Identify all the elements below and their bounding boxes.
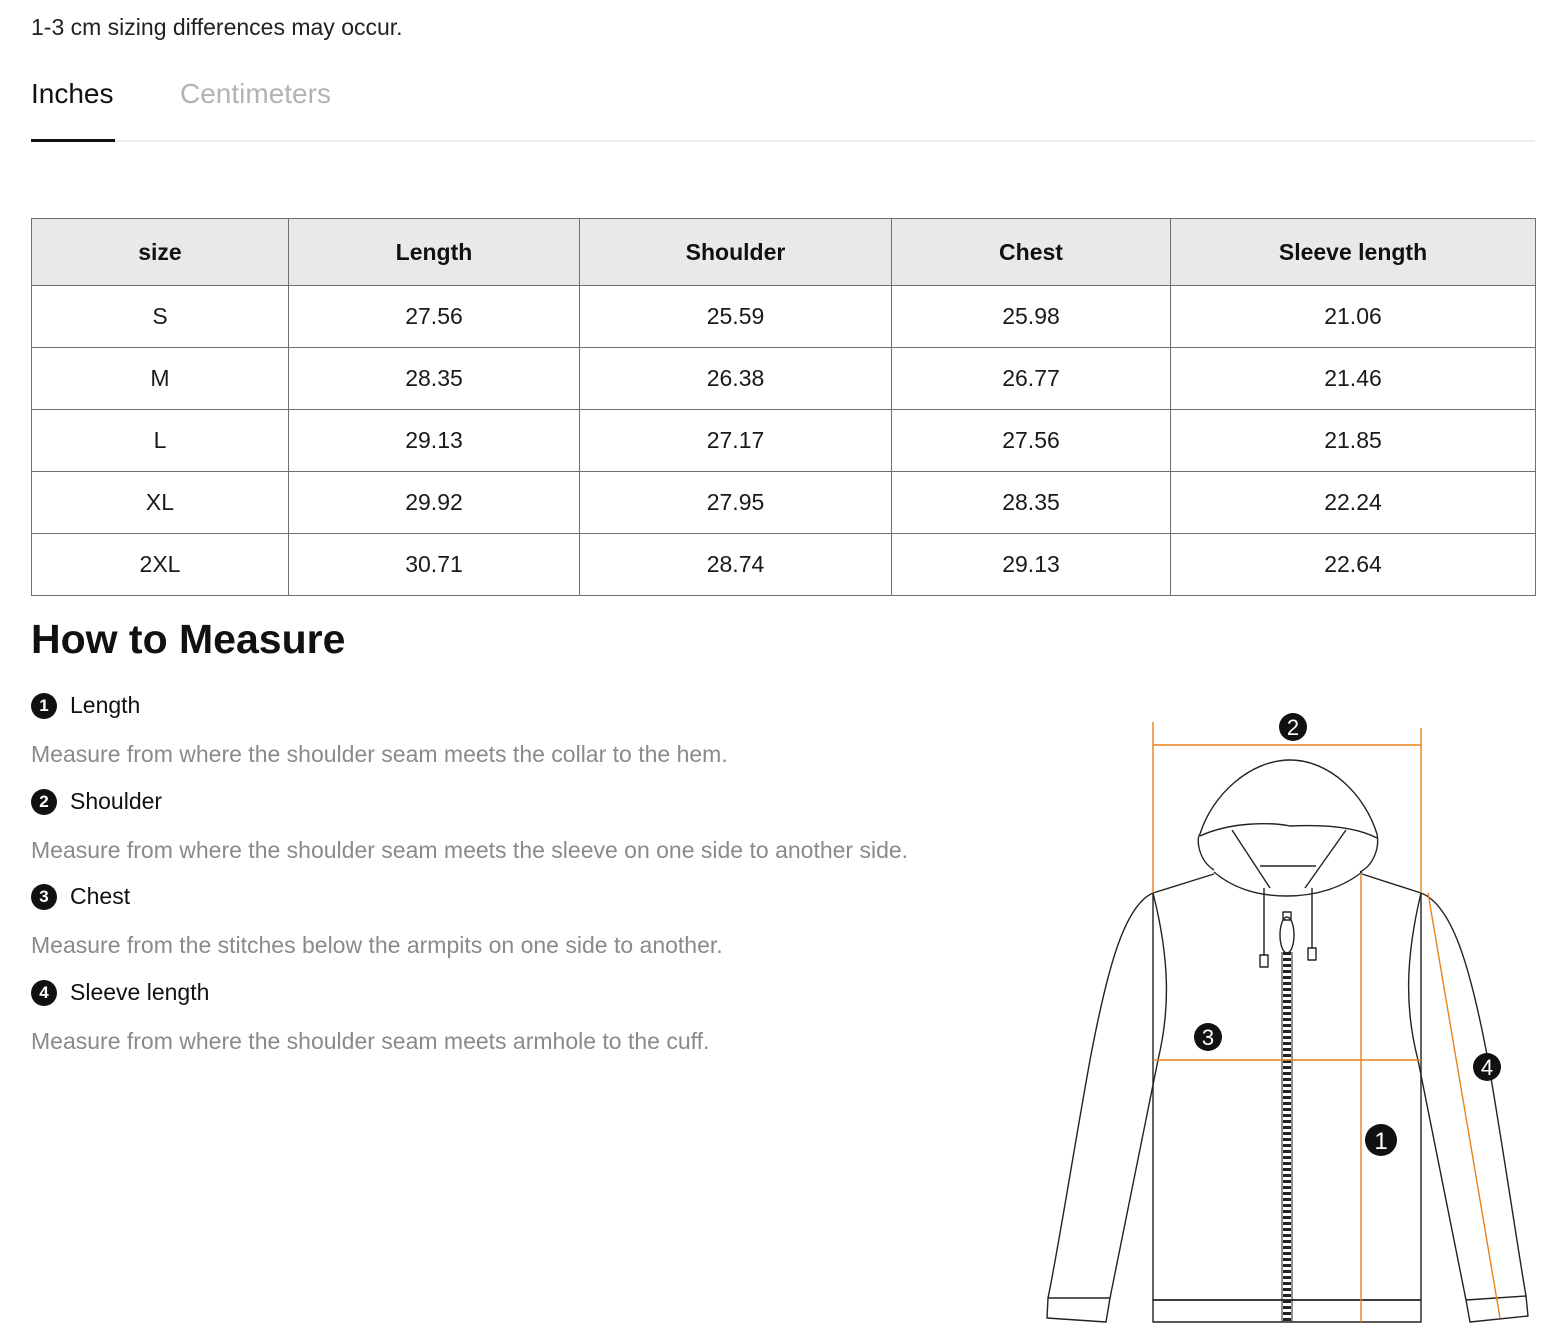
tab-centimeters[interactable]: Centimeters [180,78,331,109]
table-row [32,534,1536,596]
table-row [32,348,1536,410]
right-sleeve-outer [1421,893,1526,1296]
left-sleeve-outer [1048,893,1153,1298]
hoodie-measurement-diagram-icon [1040,712,1540,1332]
cell-length: 29.13 [289,410,580,472]
number-2-icon: 2 [31,789,57,815]
tab-inches[interactable]: Inches [31,78,114,109]
cell-chest: 28.35 [892,472,1171,534]
cell-size: 2XL [32,534,289,596]
cell-chest: 27.56 [892,410,1171,472]
cell-size: XL [32,472,289,534]
drawstring-tip-right [1308,948,1316,960]
table-row [32,410,1536,472]
how-to-measure-title: How to Measure [31,616,346,662]
cell-shoulder: 27.95 [580,472,892,534]
svg-text:1: 1 [1374,1128,1388,1155]
header-length: Length [289,219,580,286]
hood-inner [1200,824,1377,838]
number-3-icon: 3 [31,884,57,910]
right-shoulder [1362,874,1421,893]
drawstring-tip-left [1260,955,1268,967]
marker-2-icon [1279,713,1307,741]
table-row [32,472,1536,534]
header-shoulder: Shoulder [580,219,892,286]
zipper-pull [1280,917,1294,953]
measure-label: Shoulder [70,788,163,814]
sizing-note: 1-3 cm sizing differences may occur. [31,14,403,40]
table-row [32,286,1536,348]
header-size: size [32,219,289,286]
cell-size: M [32,348,289,410]
cell-sleeve-length: 21.06 [1171,286,1536,348]
cell-chest: 25.98 [892,286,1171,348]
cell-chest: 26.77 [892,348,1171,410]
measure-item-chest [31,883,723,959]
number-4-icon: 4 [31,980,57,1006]
neckline [1214,872,1362,896]
left-cuff [1047,1298,1110,1322]
measure-description: Measure from where the shoulder seam meets the collar to the hem. [31,741,728,767]
measure-item-length [31,692,728,768]
cell-length: 29.92 [289,472,580,534]
header-chest: Chest [892,219,1171,286]
cell-size: S [32,286,289,348]
measure-description: Measure from the stitches below the armpits on one side to another. [31,932,723,958]
hood-opening [1232,830,1346,888]
left-sleeve-inner [1110,893,1166,1298]
cell-length: 28.35 [289,348,580,410]
cell-sleeve-length: 22.24 [1171,472,1536,534]
measure-label: Length [70,692,141,718]
svg-text:3: 3 [1201,1025,1215,1050]
cell-sleeve-length: 21.85 [1171,410,1536,472]
table-header-row [32,219,1536,286]
marker-1-icon [1365,1124,1397,1156]
measure-item-shoulder [31,788,908,864]
cell-shoulder: 25.59 [580,286,892,348]
hood-outline [1198,760,1377,872]
cell-chest: 29.13 [892,534,1171,596]
measure-description: Measure from where the shoulder seam meets armhole to the cuff. [31,1028,710,1054]
measure-description: Measure from where the shoulder seam meets the sleeve on one side to another side. [31,837,909,863]
right-sleeve-inner [1409,893,1466,1300]
marker-4-icon [1473,1053,1501,1081]
measure-label: Sleeve length [70,979,210,1005]
cell-shoulder: 27.17 [580,410,892,472]
cell-length: 27.56 [289,286,580,348]
cell-shoulder: 28.74 [580,534,892,596]
cell-shoulder: 26.38 [580,348,892,410]
svg-text:2: 2 [1286,715,1300,740]
active-tab-indicator [31,139,115,142]
svg-text:4: 4 [1480,1055,1494,1080]
left-shoulder [1153,874,1214,893]
cell-size: L [32,410,289,472]
cell-sleeve-length: 22.64 [1171,534,1536,596]
cell-length: 30.71 [289,534,580,596]
marker-3-icon [1194,1023,1222,1051]
header-sleeve-length: Sleeve length [1171,219,1536,286]
cell-sleeve-length: 21.46 [1171,348,1536,410]
size-table [31,218,1536,596]
measure-label: Chest [70,883,131,909]
number-1-icon: 1 [31,693,57,719]
unit-tabs [31,72,1535,142]
measure-item-sleeve-length [31,979,709,1055]
